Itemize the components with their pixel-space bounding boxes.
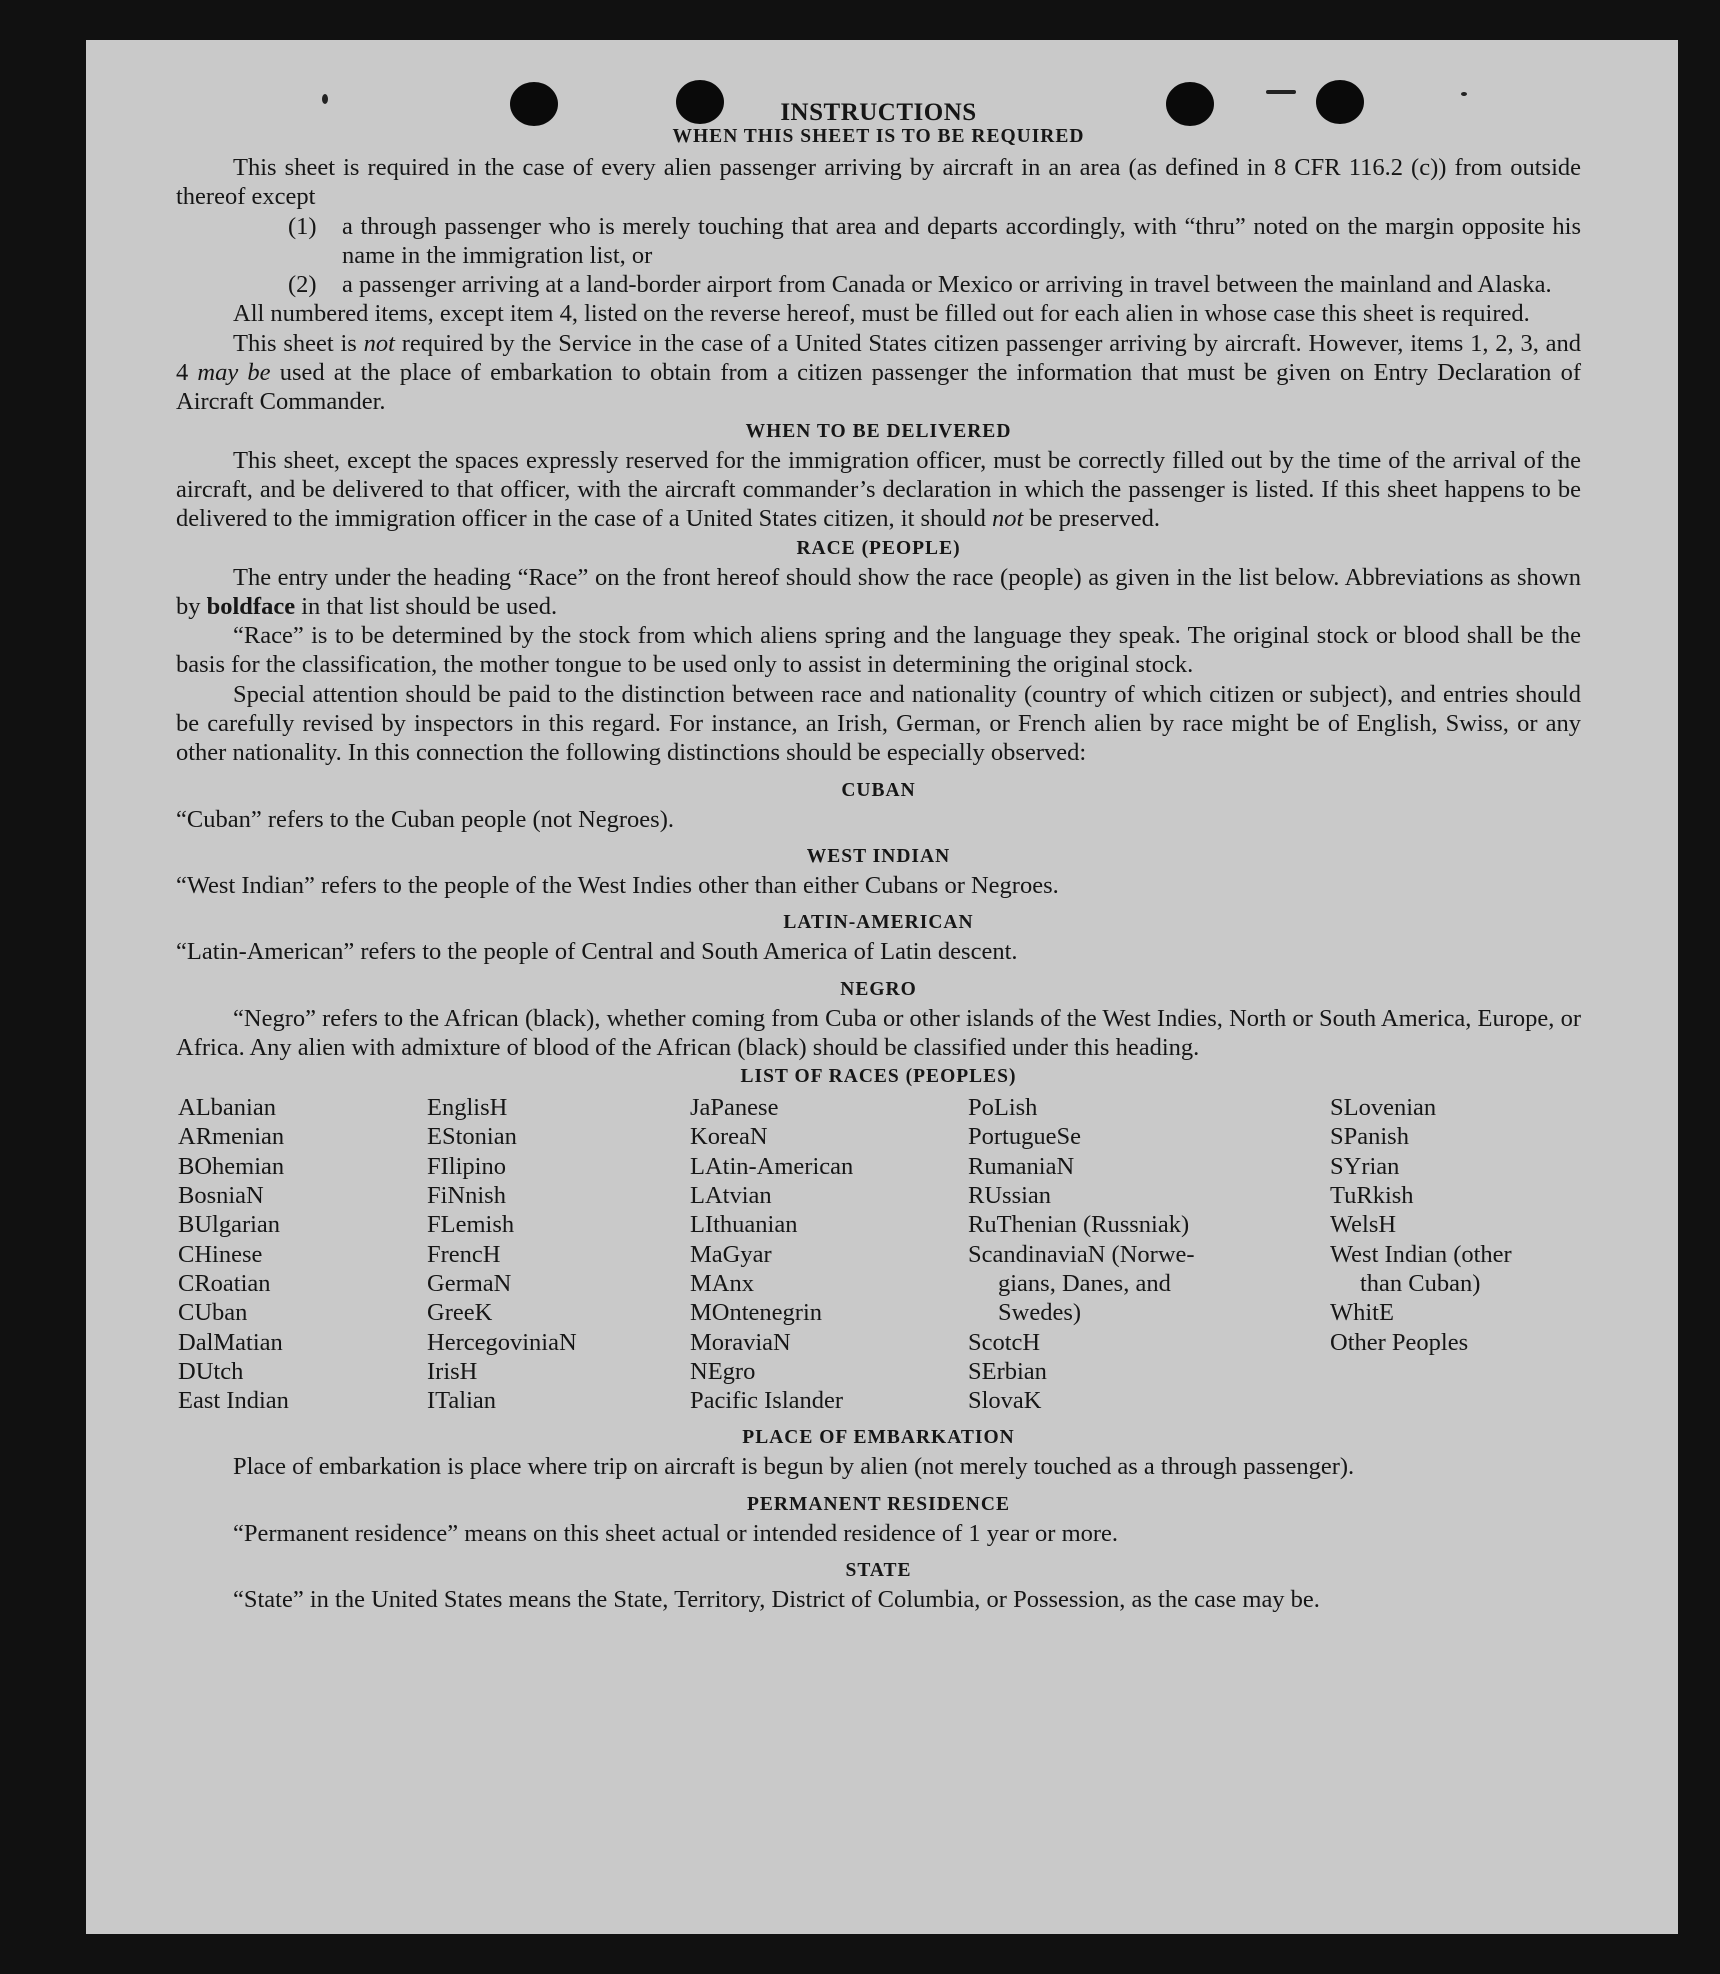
- paragraph: This sheet is not required by the Service in the case of a United States citizen passenger arriving by aircraft. However, items 1, 2, 3, and 4 may be used at the place of embarkation to obtain from a citizen passenger the information that must be given on Entry Declaration of Aircraft Commander.: [176, 329, 1581, 416]
- page-title: INSTRUCTIONS: [780, 99, 977, 126]
- races-column-5: [1330, 1093, 1583, 1415]
- race-entry: CUban: [178, 1299, 248, 1327]
- race-entry: WelsH: [1330, 1211, 1397, 1239]
- definition-text: “Latin-American” refers to the people of Central and South America of Latin descent.: [176, 938, 1018, 966]
- race-entry: East Indian: [178, 1387, 289, 1415]
- subsection-heading: LATIN-AMERICAN: [783, 912, 974, 934]
- race-entry: BosniaN: [178, 1182, 264, 1210]
- race-entry: MaGyar: [690, 1240, 772, 1268]
- races-list: [178, 1093, 1581, 1415]
- race-entry: MAnx: [690, 1269, 754, 1297]
- race-entry: IrisH: [427, 1357, 478, 1385]
- race-entry: BUlgarian: [178, 1211, 281, 1239]
- paragraph: Special attention should be paid to the distinction between race and nationality (country of which citizen or subject), and entries should be carefully revised by inspectors in this regard. For instance, an Irish, German, or French alien by race might be of English, Swiss, or any other nationality. In this connection the following distinctions should be especially observed:: [176, 680, 1581, 767]
- race-entry: CRoatian: [178, 1269, 271, 1297]
- subsection-heading: NEGRO: [840, 978, 917, 1000]
- speck: [1266, 90, 1296, 94]
- race-entry: PortugueSe: [968, 1123, 1081, 1151]
- race-entry: JaPanese: [690, 1094, 779, 1122]
- paragraph: “Permanent residence” means on this sheet actual or intended residence of 1 year or more.: [233, 1519, 1119, 1547]
- section-heading: RACE (PEOPLE): [796, 537, 961, 559]
- race-entry: EnglisH: [427, 1094, 508, 1122]
- race-entry: MoraviaN: [690, 1328, 791, 1356]
- race-entry: LAtin-American: [690, 1152, 854, 1180]
- race-entry: GreeK: [427, 1299, 493, 1327]
- subsection-heading: CUBAN: [841, 779, 916, 801]
- race-entry-continued: Swedes): [998, 1299, 1082, 1327]
- race-entry: MOntenegrin: [690, 1299, 822, 1327]
- race-entry: GermaN: [427, 1269, 512, 1297]
- instructions-body: [176, 98, 1581, 1614]
- race-entry: KoreaN: [690, 1123, 768, 1151]
- race-entry: West Indian (other: [1330, 1240, 1512, 1268]
- paragraph: “Negro” refers to the African (black), whether coming from Cuba or other islands of the West Indies, North or South America, Europe, or Africa. Any alien with admixture of blood of the African (black) should be classified under this heading.: [176, 1004, 1581, 1061]
- race-entry: TuRkish: [1330, 1182, 1414, 1210]
- race-entry: DalMatian: [178, 1328, 283, 1356]
- paragraph: This sheet, except the spaces expressly reserved for the immigration officer, must be correctly filled out by the time of the arrival of the aircraft, and be delivered to that officer, with the aircraft commander’s declaration in which the passenger is listed. If this sheet happens to be delivered to the immigration officer in the case of a United States citizen, it should not be preserved.: [176, 446, 1581, 533]
- races-column-4: [968, 1093, 1330, 1415]
- section-heading: WHEN TO BE DELIVERED: [745, 420, 1012, 442]
- race-entry: SPanish: [1330, 1123, 1409, 1151]
- list-item: [288, 270, 1581, 299]
- race-entry: BOhemian: [178, 1152, 285, 1180]
- races-column-2: [427, 1093, 690, 1415]
- race-entry: ScotcH: [968, 1328, 1041, 1356]
- section-heading: PLACE OF EMBARKATION: [742, 1427, 1015, 1449]
- races-list-heading: LIST OF RACES (PEOPLES): [740, 1066, 1017, 1088]
- race-entry: FrencH: [427, 1240, 501, 1268]
- speck: [1461, 92, 1467, 96]
- item-number: (1): [288, 212, 317, 240]
- section-heading: PERMANENT RESIDENCE: [747, 1493, 1010, 1515]
- paragraph: The entry under the heading “Race” on the front hereof should show the race (people) as given in the list below. Abbreviations as shown by boldface in that list should be used.: [176, 563, 1581, 620]
- race-entry: CHinese: [178, 1240, 263, 1268]
- race-entry: FiNnish: [427, 1182, 506, 1210]
- section-heading: STATE: [845, 1559, 912, 1581]
- race-entry: WhitE: [1330, 1299, 1394, 1327]
- races-column-3: [690, 1093, 968, 1415]
- race-entry: PoLish: [968, 1094, 1038, 1122]
- race-entry: HercegoviniaN: [427, 1328, 577, 1356]
- section-heading: WHEN THIS SHEET IS TO BE REQUIRED: [672, 126, 1085, 147]
- paragraph: All numbered items, except item 4, listed on the reverse hereof, must be filled out for each alien in whose case this sheet is required.: [233, 300, 1530, 328]
- race-entry: FIlipino: [427, 1152, 506, 1180]
- race-entry: Other Peoples: [1330, 1328, 1469, 1356]
- race-entry: SYrian: [1330, 1152, 1400, 1180]
- race-entry: LAtvian: [690, 1182, 772, 1210]
- race-entry: SLovenian: [1330, 1094, 1437, 1122]
- race-entry: RuThenian (Russniak): [968, 1211, 1190, 1239]
- race-entry: ARmenian: [178, 1123, 285, 1151]
- race-entry: RUssian: [968, 1182, 1052, 1210]
- race-entry: RumaniaN: [968, 1152, 1075, 1180]
- definition-text: “West Indian” refers to the people of the West Indies other than either Cubans or Negroes.: [176, 871, 1059, 899]
- paragraph: “Race” is to be determined by the stock from which aliens spring and the language they speak. The original stock or blood shall be the basis for the classification, the mother tongue to be used only to assist in determining the original stock.: [176, 622, 1581, 679]
- subsection-heading: WEST INDIAN: [806, 845, 951, 867]
- paragraph: Place of embarkation is place where trip on aircraft is begun by alien (not merely touched as a through passenger).: [233, 1453, 1355, 1481]
- race-entry: FLemish: [427, 1211, 515, 1239]
- race-entry: ITalian: [427, 1387, 497, 1415]
- definition-text: “Cuban” refers to the Cuban people (not Negroes).: [176, 805, 674, 833]
- race-entry-continued: than Cuban): [1360, 1269, 1481, 1297]
- races-column-1: [178, 1093, 427, 1415]
- list-item: [288, 212, 1581, 271]
- paragraph: “State” in the United States means the State, Territory, District of Columbia, or Possession, as the case may be.: [233, 1585, 1320, 1613]
- item-text: a passenger arriving at a land-border airport from Canada or Mexico or arriving in travel between the mainland and Alaska.: [342, 271, 1552, 299]
- race-entry: NEgro: [690, 1357, 756, 1385]
- document-page: [86, 40, 1678, 1934]
- race-entry: Pacific Islander: [690, 1387, 844, 1415]
- race-entry: SErbian: [968, 1357, 1047, 1385]
- race-entry: SlovaK: [968, 1387, 1042, 1415]
- race-entry-continued: gians, Danes, and: [998, 1269, 1171, 1297]
- race-entry: EStonian: [427, 1123, 517, 1151]
- item-number: (2): [288, 271, 317, 299]
- race-entry: ScandinaviaN (Norwe-: [968, 1240, 1195, 1268]
- race-entry: ALbanian: [178, 1094, 276, 1122]
- item-text: a through passenger who is merely touching that area and departs accordingly, with “thru” noted on the margin opposite his name in the immigration list, or: [342, 212, 1581, 269]
- race-entry: LIthuanian: [690, 1211, 798, 1239]
- paragraph: This sheet is required in the case of every alien passenger arriving by aircraft in an area (as defined in 8 CFR 116.2 (c)) from outside thereof except: [176, 154, 1581, 211]
- race-entry: DUtch: [178, 1357, 244, 1385]
